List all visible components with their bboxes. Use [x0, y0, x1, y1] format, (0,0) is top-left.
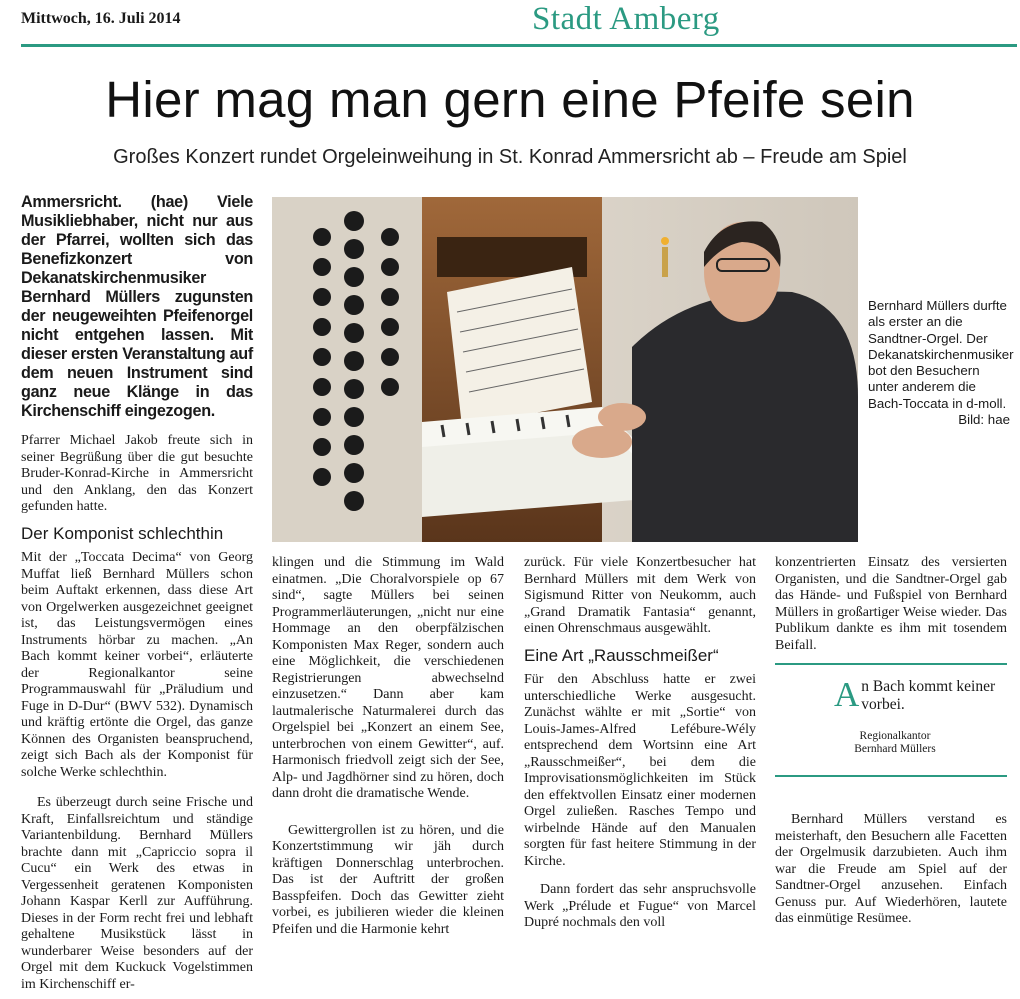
pull-quote	[790, 675, 1000, 756]
subheadline: Großes Konzert rundet Orgeleinweihung in St. Konrad Ammersricht ab – Freude am Spiel	[113, 146, 907, 168]
photo-credit: Bild: hae	[958, 412, 1010, 428]
quote-text: n Bach kommt keiner vorbei.	[861, 678, 996, 713]
paragraph: Pfarrer Michael Jakob freute sich in seiner Begrüßung über die gut besuchte Bruder-Konrad-Kirche in Ammersricht und den Anklang, den das Konzert gefunden hatte.	[21, 433, 253, 514]
crosshead: Der Komponist schlechthin	[21, 523, 224, 543]
paragraph: Bernhard Müllers verstand es meisterhaft, den Besuchern alle Facetten der Orgelmusik darzubieten. Auch ihm war die Freude am Spiel auf der Sandtner-Orgel anzusehen. Einfach Genuss pur. Auf Wiederhören, lautete das einmütige Resümee.	[775, 812, 1007, 926]
paragraph: Es überzeugt durch seine Frische und Kraft, Einfallsreichtum und ständige Variantenbildung. Bernhard Müllers brachte dann mit „Capriccio sopra il Cucu“ ein Werk des etwas in Vergessenheit geratenen Komponisten Johann Kaspar Kerll zur Aufführung. Dieses in der Form recht frei und lebhaft gehaltene Musikstück lässt in wunderbarer Weise besonders auf der Orgel mit dem Kuckuck Vogelstimmen im Kirchenschiff er-	[21, 795, 253, 992]
quote-initial: A	[834, 675, 860, 714]
column-2	[272, 555, 504, 944]
paragraph: Gewittergrollen ist zu hören, und die Konzertstimmung wir jäh durch kräftigen Donnerschlag unterbrochen. Das ist der Auftritt der großen Basspfeifen. Doch das Gewitter zieht vorbei, es jubilieren wieder die kleinen Pfeifen und die Harmonie kehrt	[272, 822, 504, 937]
lead-paragraph: Ammersricht. (hae) Viele Musikliebhaber, nicht nur aus der Pfarrei, wollten sich das Benefizkonzert von Dekanatskirchenmusiker Bernhard Müllers zugunsten der neugeweihten Pfeifenorgel nicht entgehen lassen. Mit dieser ersten Veranstaltung auf dem neuen Instrument sind ganz neue Klänge in das Kirchenschiff eingezogen.	[21, 193, 253, 420]
column-3	[524, 555, 756, 938]
headline: Hier mag man gern eine Pfeife sein	[105, 71, 915, 128]
header-rule	[21, 44, 1017, 47]
organ-photo	[272, 197, 858, 542]
quote-rule-bottom	[775, 775, 1007, 777]
paragraph: zurück. Für viele Konzertbesucher hat Bernhard Müllers mit dem Werk von Sigismund Ritter von Neukomm, auch „Grand Dramatik Fantasia“ genannt, einen Ohrenschmaus ausgewählt.	[524, 555, 756, 636]
organist-image	[272, 197, 858, 542]
quote-rule-top	[775, 663, 1007, 665]
section-title: Stadt Amberg	[532, 1, 720, 37]
quote-attrib-role: Regionalkantor	[859, 730, 931, 742]
column-1	[21, 193, 253, 999]
quote-attribution	[790, 730, 1000, 756]
crosshead: Eine Art „Rausschmeißer“	[524, 645, 719, 665]
paragraph: Dann fordert das sehr anspruchsvolle Werk „Prélude et Fugue“ von Marcel Dupré nochmals den voll	[524, 882, 756, 930]
caption-text: Bernhard Müllers durfte als erster an die Sandtner-Orgel. Der Dekanatskirchenmusiker bot den Besuchern unter anderem die Bach-Toccata in d-moll.	[868, 298, 1014, 411]
paragraph: Mit der „Toccata Decima“ von Georg Muffat ließ Bernhard Müllers schon beim Auftakt erkennen, dass diese Art von Orgelwerken ausgezeichnet geeignet ist, das Leistungsvermögen eines Instruments hörbar zu machen. „An Bach kommt keiner vorbei“, erläuterte der Regionalkantor seine Programmauswahl für „Präludium und Fuge in D-Dur“ (BWV 532). Dynamisch und kräftig ertönte die Orgel, das ganze Können des Organisten beanspruchend, zeigt sich Bach als der Komponist für solche Werke schlechthin.	[21, 550, 253, 780]
issue-date: Mittwoch, 16. Juli 2014	[21, 10, 181, 27]
paragraph: konzentrierten Einsatz des versierten Organisten, und die Sandtner-Orgel gab das Hände- und Fußspiel von Bernhard Müllers in großartiger Weise wieder. Das Publikum dankte es ihm mit tosendem Beifall.	[775, 555, 1007, 653]
paragraph: Für den Abschluss hatte er zwei unterschiedliche Werke ausgesucht. Zunächst wählte er mit „Sortie“ von Louis-James-Alfred Lefébure-Wély entsprechend dem Wortsinn eine Art „Rausschmeißer“, bei dem die Improvisationsmöglichkeiten im Stück den effektvollen Einsatz einer modernen Orgel zuließen. Rasches Tempo und wirbelnde Hände auf den Manualen sorgten für fast heitere Stimmung in der Kirche.	[524, 672, 756, 869]
paragraph: klingen und die Stimmung im Wald einatmen. „Die Choralvorspiele op 67 sind“, sagte Müllers bei seinen Programmerläuterungen, „nicht nur eine Hommage an den oberpfälzischen Komponisten Max Reger, sondern auch eine Möglichkeit, die verschiedenen Registrierungen abwechselnd einzusetzen.“ Dann aber kam lautmalerische Naturmalerei durch das Orgelspiel bei „Konzert an einem See, unterbrochen von einem Gewitter“, auf. Harmonisch friedvoll zeigt sich der See, Alp- und Jagdhörner sind zu hören, doch dann droht die dramatische Wende.	[272, 555, 504, 801]
column-4	[775, 555, 1007, 660]
column-4-bottom	[775, 812, 1007, 934]
quote-attrib-name: Bernhard Müllers	[854, 743, 936, 755]
photo-caption	[868, 298, 1014, 428]
